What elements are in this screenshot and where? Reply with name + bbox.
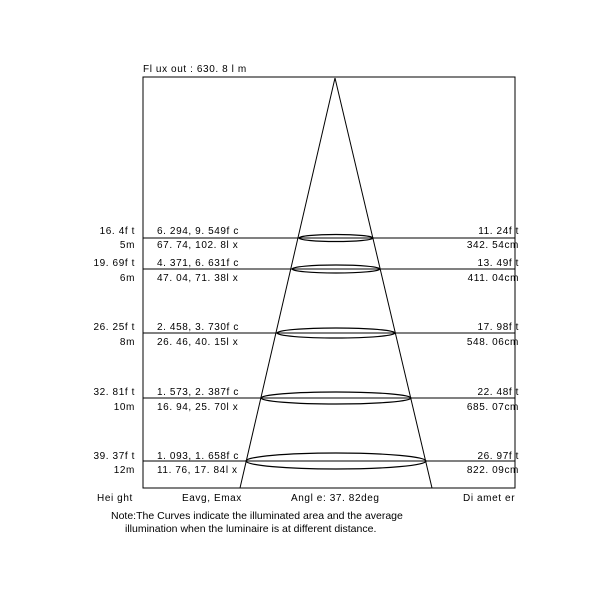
height-m: 10m [113,402,135,413]
distance-row-12m [93,451,519,476]
height-m: 12m [113,465,135,476]
eavg-lx: 11. 76, 17. 84l x [157,465,238,476]
beam-cone [240,78,432,488]
distance-row-6m [93,258,519,284]
distance-row-8m [93,322,519,348]
height-column-label: Hei ght [97,493,133,504]
distance-row-5m [100,226,519,251]
eavg-fc: 4. 371, 6. 631f c [157,258,239,269]
eavg-fc: 1. 093, 1. 658f c [157,451,239,462]
diameter-ft: 26. 97f t [477,451,519,462]
height-m: 8m [119,337,135,348]
height-ft: 16. 4f t [99,226,135,237]
height-m: 5m [119,240,135,251]
eavg-lx: 26. 46, 40. 15l x [157,337,239,348]
diameter-cm: 342. 54cm [466,240,519,251]
diameter-cm: 822. 09cm [466,465,519,476]
cone-right-edge [335,78,432,488]
eavg-fc: 6. 294, 9. 549f c [157,226,239,237]
eavg-fc: 1. 573, 2. 387f c [157,387,239,398]
diameter-ft: 13. 49f t [477,258,519,269]
height-ft: 26. 25f t [93,322,135,333]
eavg-lx: 67. 74, 102. 8l x [157,240,239,251]
cone-left-edge [240,78,335,488]
distance-row-10m [93,387,519,413]
eavg-lx: 16. 94, 25. 70l x [157,402,239,413]
diameter-ft: 11. 24f t [478,226,519,237]
diameter-column-label: Di amet er [463,493,516,504]
beam-angle-label: Angl e: 37. 82deg [291,493,380,504]
diameter-cm: 548. 06cm [466,337,519,348]
eavg-fc: 2. 458, 3. 730f c [157,322,239,333]
diameter-ft: 17. 98f t [477,322,519,333]
note-line-1: Note:The Curves indicate the illuminated area and the average [111,510,403,522]
eavg-lx: 47. 04, 71. 38l x [157,273,239,284]
height-ft: 39. 37f t [93,451,135,462]
diameter-cm: 685. 07cm [466,402,519,413]
diameter-cm: 411. 04cm [467,273,519,284]
height-ft: 19. 69f t [93,258,135,269]
diameter-ft: 22. 48f t [477,387,519,398]
height-ft: 32. 81f t [93,387,135,398]
eavg-column-label: Eavg, Emax [182,493,242,504]
height-m: 6m [119,273,135,284]
flux-label: Fl ux out : 630. 8 l m [143,64,247,75]
note-line-2: illumination when the luminaire is at different distance. [125,523,377,535]
